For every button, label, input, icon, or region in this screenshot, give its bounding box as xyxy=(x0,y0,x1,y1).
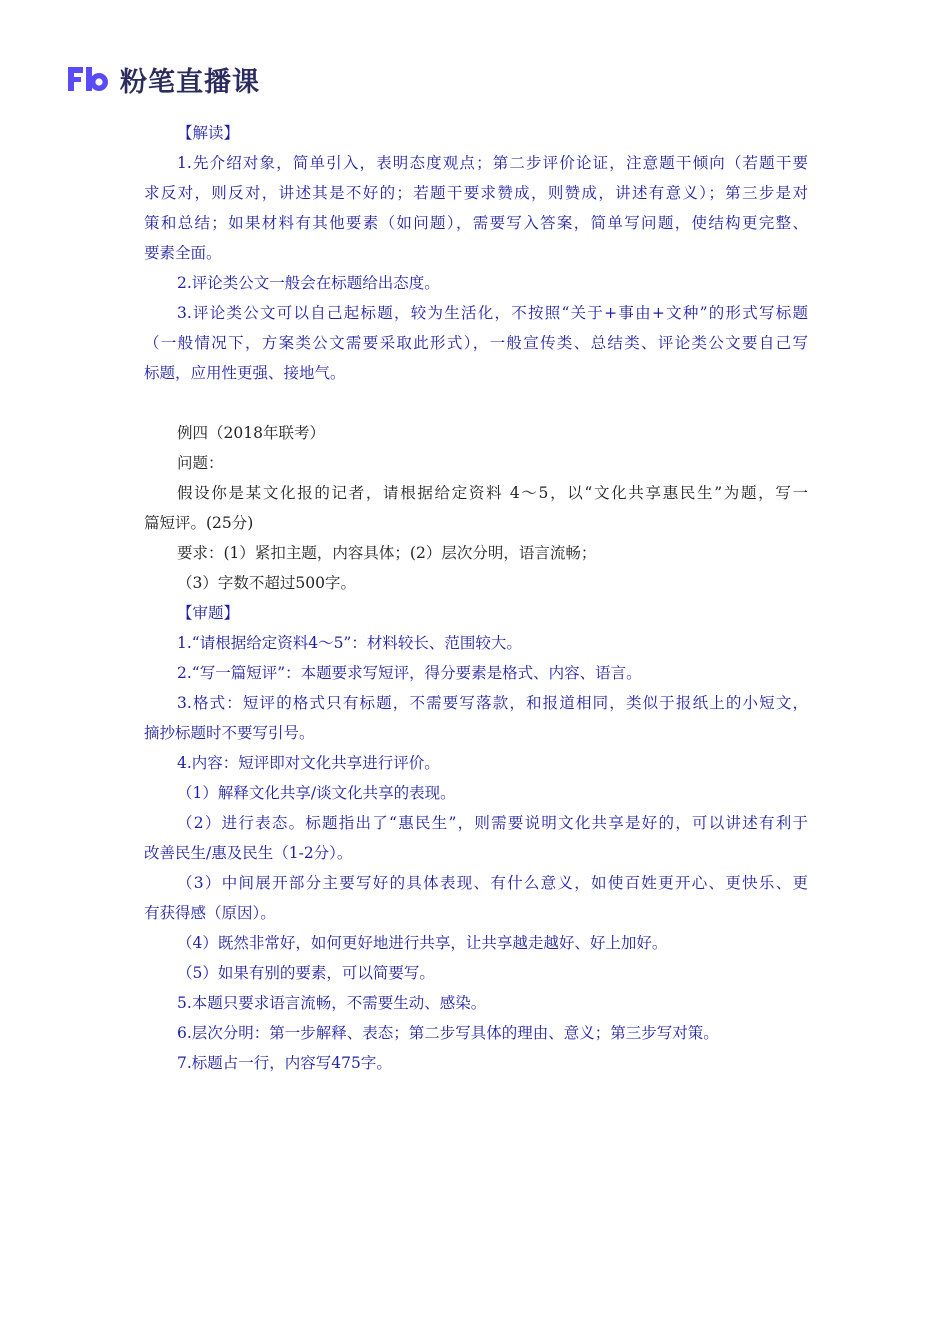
example-title: 例四（2018年联考） xyxy=(177,424,325,442)
logo-text: 粉笔直播课 xyxy=(120,66,260,98)
analysis-p3-line: （一般情况下，方案类公文需要采取此形式），一般宣传类、总结类、评论类公文要自己写 xyxy=(144,334,808,352)
review-sub-3-line: 有获得感（原因）。 xyxy=(144,904,276,922)
requirement-line: 要求：(1）紧扣主题，内容具体；(2）层次分明，语言流畅； xyxy=(177,544,597,562)
analysis-p3-line: 3.评论类公文可以自己起标题，较为生活化，不按照“关于+事由+文种”的形式写标题 xyxy=(177,304,808,322)
review-item-6: 6.层次分明：第一步解释、表态；第二步写具体的理由、意义；第三步写对策。 xyxy=(177,1024,719,1042)
question-line: 假设你是某文化报的记者，请根据给定资料 4～5，以“文化共享惠民生”为题，写一 xyxy=(177,484,808,502)
review-item-3-line: 3.格式：短评的格式只有标题，不需要写落款，和报道相同，类似于报纸上的小短文， xyxy=(177,694,808,712)
requirement-line: （3）字数不超过500字。 xyxy=(177,574,356,592)
review-sub-4: （4）既然非常好，如何更好地进行共享，让共享越走越好、好上加好。 xyxy=(177,934,668,952)
review-sub-2-line: 改善民生/惠及民生（1-2分）。 xyxy=(144,844,353,862)
analysis-p1-line: 求反对，则反对，讲述其是不好的；若题干要求赞成，则赞成，讲述有意义）；第三步是对 xyxy=(144,184,808,202)
review-item-3-line: 摘抄标题时不要写引号。 xyxy=(144,724,315,742)
question-label: 问题： xyxy=(177,454,224,472)
review-heading: 【审题】 xyxy=(177,604,240,622)
fb-logo-icon xyxy=(66,64,112,94)
review-item-5: 5.本题只要求语言流畅，不需要生动、感染。 xyxy=(177,994,487,1012)
review-item-4: 4.内容：短评即对文化共享进行评价。 xyxy=(177,754,440,772)
analysis-p1-line: 策和总结；如果材料有其他要素（如问题），需要写入答案，简单写问题，使结构更完整、 xyxy=(144,214,808,232)
review-item-7: 7.标题占一行，内容写475字。 xyxy=(177,1054,392,1072)
review-sub-5: （5）如果有别的要素，可以简要写。 xyxy=(177,964,435,982)
brand-logo xyxy=(66,62,260,96)
review-sub-1: （1）解释文化共享/谈文化共享的表现。 xyxy=(177,784,456,802)
question-line: 篇短评。(25分) xyxy=(144,514,254,532)
analysis-p2: 2.评论类公文一般会在标题给出态度。 xyxy=(177,274,440,292)
spacer xyxy=(144,388,808,418)
analysis-heading: 【解读】 xyxy=(177,124,240,142)
review-item-1: 1.“请根据给定资料4～5”：材料较长、范围较大。 xyxy=(177,634,522,652)
analysis-p1-line: 1.先介绍对象，简单引入，表明态度观点；第二步评价论证，注意题干倾向（若题干要 xyxy=(177,154,808,172)
review-sub-2-line: （2）进行表态。标题指出了“惠民生”，则需要说明文化共享是好的，可以讲述有利于 xyxy=(177,814,808,832)
analysis-p3-line: 标题，应用性更强、接地气。 xyxy=(144,364,346,382)
review-item-2: 2.“写一篇短评”：本题要求写短评，得分要素是格式、内容、语言。 xyxy=(177,664,642,682)
analysis-p1-line: 要素全面。 xyxy=(144,244,222,262)
document-body xyxy=(144,118,808,1078)
review-sub-3-line: （3）中间展开部分主要写好的具体表现、有什么意义，如使百姓更开心、更快乐、更 xyxy=(177,874,808,892)
